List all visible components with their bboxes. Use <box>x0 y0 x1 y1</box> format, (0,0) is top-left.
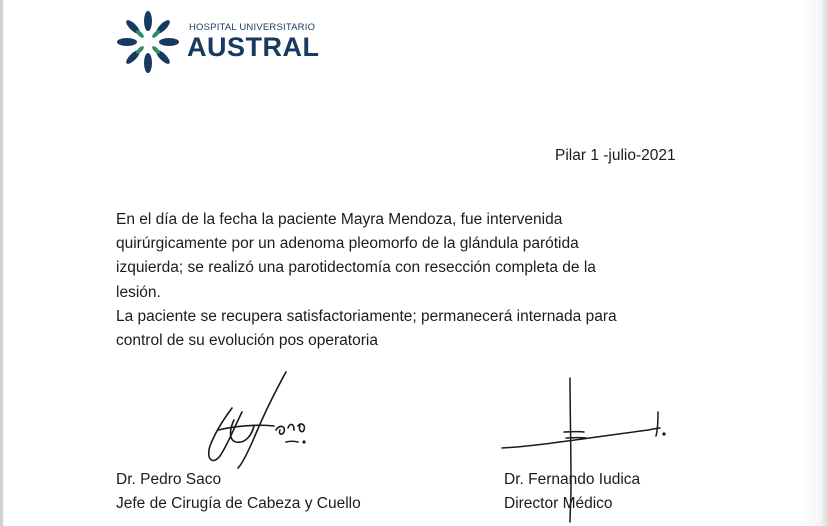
body-line: La paciente se recupera satisfactoriamente; permanecerá internada para <box>116 307 617 325</box>
body-line: lesión. <box>116 283 161 301</box>
signatory-role-right: Director Médico <box>504 495 613 512</box>
hospital-logo <box>116 10 336 76</box>
body-line: quirúrgicamente por un adenoma pleomorfo de la glándula parótida <box>116 235 579 253</box>
logo-title: AUSTRAL <box>187 32 320 62</box>
page-edge-right <box>822 0 828 526</box>
page-edge-left <box>0 0 3 526</box>
signatory-name-left: Dr. Pedro Saco <box>116 471 222 488</box>
signature-left <box>190 368 340 473</box>
signatory-name-right: Dr. Fernando Iudica <box>504 471 641 488</box>
letter-date: Pilar 1 -julio-2021 <box>555 147 676 164</box>
body-line: izquierda; se realizó una parotidectomía con resección completa de la <box>116 259 596 277</box>
flower-icon <box>116 10 180 74</box>
body-line: En el día de la fecha la paciente Mayra Mendoza, fue intervenida <box>116 211 563 228</box>
letter-body <box>116 208 716 353</box>
body-line: control de su evolución pos operatoria <box>116 332 378 350</box>
signatory-role-left: Jefe de Cirugía de Cabeza y Cuello <box>116 495 361 512</box>
logo-subtitle: HOSPITAL UNIVERSITARIO <box>189 22 316 33</box>
